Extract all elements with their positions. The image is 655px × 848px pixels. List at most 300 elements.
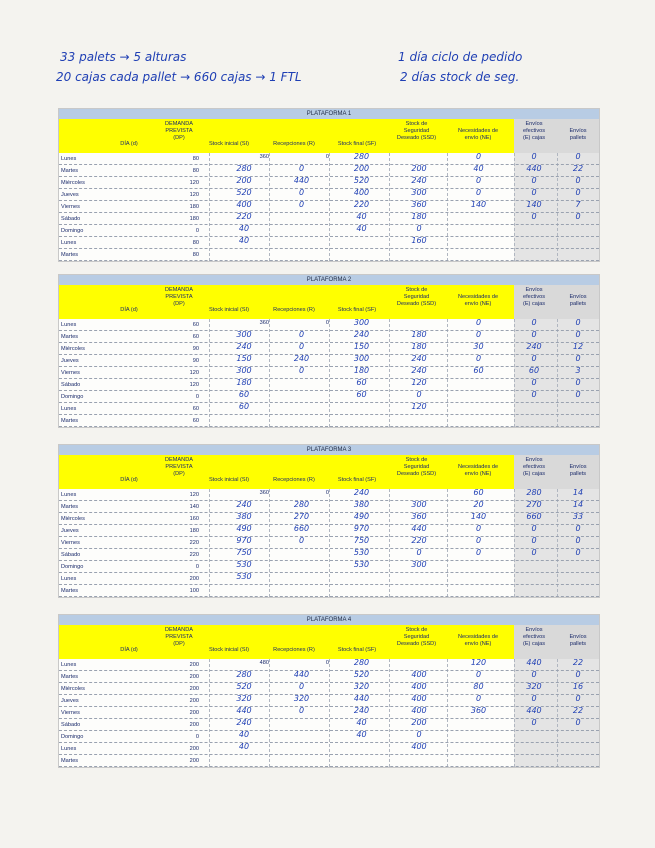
day-cell: Domingo	[61, 734, 84, 740]
handwritten-ssd-cell: 440	[411, 524, 427, 533]
handwritten-sf-cell: 530	[353, 548, 370, 557]
handwritten-sf-cell: 400	[353, 188, 370, 197]
handwritten-ep-cell: 22	[572, 658, 584, 667]
handwritten-r-cell: 0	[298, 200, 305, 209]
col-ee-header-1: Envíos	[525, 121, 543, 127]
handwritten-sf-cell: 750	[353, 536, 370, 545]
col-dia-header-1: DÍA (d)	[120, 647, 138, 653]
table-body	[59, 489, 599, 597]
col-ep-header-2: pallets	[569, 135, 587, 141]
handwritten-si-cell: 750	[236, 548, 252, 557]
platform-table-3	[58, 444, 600, 598]
handwritten-ee-cell: 320	[526, 682, 542, 691]
handwritten-si-cell: 240	[236, 500, 252, 509]
handwritten-ee-cell: 140	[526, 200, 542, 209]
handwritten-sf-cell: 490	[353, 512, 370, 521]
col-sf-header-1: Stock final (SF)	[337, 477, 377, 483]
platform-table-2	[58, 274, 600, 428]
col-ee-header-3: (E) cajas	[522, 135, 546, 141]
col-ssd-header-2: Seguridad	[403, 634, 430, 640]
handwritten-si-cell: 530	[236, 572, 252, 581]
demanda-cell: 220	[189, 552, 199, 558]
platform-title: PLATAFORMA 1	[59, 109, 599, 119]
handwritten-ee-cell: 0	[531, 536, 537, 545]
handwritten-ee-cell: 280	[526, 488, 542, 497]
day-cell: Martes	[61, 504, 79, 510]
col-ne-header-1: Necesidades de	[457, 128, 499, 134]
col-r-header-1: Recepciones (R)	[273, 307, 315, 313]
printed-recepciones: 0	[325, 490, 329, 496]
handwritten-sf-cell: 200	[353, 164, 370, 173]
handwritten-si-cell: 280	[236, 164, 252, 173]
col-dp-header-1: DEMANDA	[165, 121, 193, 127]
day-cell: Domingo	[61, 394, 84, 400]
handwritten-ep-cell: 0	[575, 670, 581, 679]
note-ciclo-pedido: 1 día ciclo de pedido	[398, 50, 523, 64]
handwritten-ne-cell: 0	[475, 354, 482, 363]
table-header	[59, 285, 599, 319]
handwritten-ee-cell: 0	[531, 318, 537, 327]
day-cell: Lunes	[61, 576, 77, 582]
day-cell: Martes	[61, 168, 79, 174]
col-ne-header-2: envío (NE)	[464, 641, 492, 647]
handwritten-ssd-cell: 160	[411, 236, 427, 245]
handwritten-ssd-cell: 300	[411, 188, 427, 197]
demanda-cell: 200	[189, 746, 199, 752]
handwritten-ee-cell: 0	[531, 152, 537, 161]
day-cell: Sábado	[61, 552, 81, 558]
handwritten-si-cell: 490	[236, 524, 252, 533]
col-ee-header-2: efectivos	[522, 464, 546, 470]
handwritten-r-cell: 0	[298, 330, 305, 339]
handwritten-ne-cell: 0	[475, 694, 482, 703]
demanda-cell: 60	[192, 334, 199, 340]
col-ssd-header-1: Stock de	[405, 287, 428, 293]
handwritten-si-cell: 60	[238, 402, 250, 411]
col-dp-header-3: (DP)	[173, 471, 185, 477]
day-cell: Viernes	[61, 710, 80, 716]
col-ep-header-2: pallets	[569, 641, 587, 647]
day-cell: Jueves	[61, 358, 79, 364]
handwritten-si-cell: 60	[238, 390, 250, 399]
handwritten-ep-cell: 0	[575, 176, 581, 185]
col-ee-header-1: Envíos	[525, 457, 543, 463]
handwritten-si-cell: 150	[236, 354, 252, 363]
handwritten-sf-cell: 40	[356, 730, 367, 739]
col-dp-header-1: DEMANDA	[165, 627, 193, 633]
handwritten-si-cell: 240	[236, 718, 252, 727]
handwritten-ne-cell: 0	[475, 536, 482, 545]
col-ee-header-3: (E) cajas	[522, 301, 546, 307]
demanda-cell: 120	[189, 192, 199, 198]
handwritten-ee-cell: 240	[526, 342, 542, 351]
col-ee-header-1: Envíos	[525, 627, 543, 633]
handwritten-sf-cell: 40	[356, 718, 367, 727]
printed-stock-inicial: 360	[259, 154, 269, 160]
handwritten-ne-cell: 0	[475, 670, 482, 679]
col-ee-header-2: efectivos	[522, 294, 546, 300]
col-ssd-header-3: Deseado (SSD)	[396, 641, 437, 647]
handwritten-si-cell: 180	[236, 378, 252, 387]
col-dp-header-2: PREVISTA	[165, 128, 193, 134]
demanda-cell: 140	[189, 504, 199, 510]
handwritten-sf-cell: 380	[353, 500, 370, 509]
demanda-cell: 0	[195, 734, 199, 740]
handwritten-ep-cell: 3	[575, 366, 581, 375]
platform-table-4	[58, 614, 600, 768]
day-cell: Miércoles	[61, 686, 85, 692]
handwritten-ep-cell: 0	[575, 152, 581, 161]
handwritten-ne-cell: 40	[473, 164, 484, 173]
col-ssd-header-1: Stock de	[405, 627, 428, 633]
col-dp-header-2: PREVISTA	[165, 464, 193, 470]
handwritten-r-cell: 0	[298, 366, 305, 375]
handwritten-ssd-cell: 220	[411, 536, 427, 545]
handwritten-r-cell: 280	[293, 500, 310, 509]
handwritten-r-cell: 0	[298, 706, 305, 715]
handwritten-sf-cell: 280	[353, 658, 370, 667]
handwritten-sf-cell: 180	[353, 366, 370, 375]
handwritten-sf-cell: 520	[353, 670, 370, 679]
col-ee-header-1: Envíos	[525, 287, 543, 293]
day-cell: Lunes	[61, 156, 77, 162]
table-body	[59, 319, 599, 427]
col-dp-header-3: (DP)	[173, 301, 185, 307]
col-dp-header-3: (DP)	[173, 641, 185, 647]
demanda-cell: 60	[192, 406, 199, 412]
handwritten-ep-cell: 7	[575, 200, 581, 209]
handwritten-sf-cell: 150	[353, 342, 370, 351]
day-cell: Lunes	[61, 492, 77, 498]
handwritten-ssd-cell: 400	[411, 706, 427, 715]
col-ssd-header-1: Stock de	[405, 121, 428, 127]
day-cell: Domingo	[61, 564, 84, 570]
handwritten-ee-cell: 0	[531, 354, 537, 363]
handwritten-ssd-cell: 400	[411, 742, 427, 751]
handwritten-ne-cell: 0	[475, 330, 482, 339]
handwritten-ep-cell: 0	[575, 330, 581, 339]
handwritten-ssd-cell: 180	[411, 212, 427, 221]
note-cajas-ftl: 20 cajas cada pallet → 660 cajas → 1 FTL	[56, 70, 302, 84]
demanda-cell: 120	[189, 180, 199, 186]
handwritten-ne-cell: 120	[470, 658, 487, 667]
table-row	[59, 391, 599, 403]
demanda-cell: 200	[189, 758, 199, 764]
handwritten-ee-cell: 0	[531, 176, 537, 185]
handwritten-sf-cell: 440	[353, 694, 370, 703]
handwritten-ee-cell: 60	[528, 366, 540, 375]
day-cell: Martes	[61, 252, 79, 258]
day-cell: Martes	[61, 588, 79, 594]
handwritten-sf-cell: 60	[356, 378, 367, 387]
table-body	[59, 153, 599, 261]
handwritten-sf-cell: 280	[353, 152, 370, 161]
demanda-cell: 0	[195, 394, 199, 400]
demanda-cell: 90	[192, 346, 199, 352]
day-cell: Lunes	[61, 406, 77, 412]
day-cell: Jueves	[61, 528, 79, 534]
handwritten-si-cell: 300	[236, 366, 252, 375]
col-dia-header-1: DÍA (d)	[120, 477, 138, 483]
handwritten-ssd-cell: 180	[411, 330, 427, 339]
handwritten-ee-cell: 0	[531, 670, 537, 679]
col-ssd-header-1: Stock de	[405, 457, 428, 463]
demanda-cell: 60	[192, 418, 199, 424]
table-row	[59, 755, 599, 767]
col-ssd-header-2: Seguridad	[403, 464, 430, 470]
col-dia-header-1: DÍA (d)	[120, 141, 138, 147]
handwritten-ee-cell: 0	[531, 390, 537, 399]
handwritten-ssd-cell: 300	[411, 560, 427, 569]
handwritten-sf-cell: 40	[356, 224, 367, 233]
col-r-header-1: Recepciones (R)	[273, 477, 315, 483]
col-ep-header-1: Envíos	[569, 128, 587, 134]
table-header	[59, 119, 599, 153]
handwritten-r-cell: 240	[293, 354, 310, 363]
table-row	[59, 213, 599, 225]
printed-recepciones: 0	[325, 660, 329, 666]
demanda-cell: 120	[189, 492, 199, 498]
handwritten-r-cell: 0	[298, 536, 305, 545]
handwritten-ep-cell: 0	[575, 718, 581, 727]
col-ee-header-3: (E) cajas	[522, 641, 546, 647]
table-row	[59, 549, 599, 561]
handwritten-sf-cell: 970	[353, 524, 370, 533]
day-cell: Miércoles	[61, 346, 85, 352]
demanda-cell: 80	[192, 240, 199, 246]
demanda-cell: 80	[192, 156, 199, 162]
table-row	[59, 225, 599, 237]
handwritten-ne-cell: 0	[475, 524, 482, 533]
col-ee-header-2: efectivos	[522, 634, 546, 640]
handwritten-ee-cell: 270	[526, 500, 542, 509]
handwritten-ssd-cell: 0	[416, 730, 422, 739]
col-dp-header-2: PREVISTA	[165, 634, 193, 640]
handwritten-si-cell: 40	[238, 236, 250, 245]
demanda-cell: 180	[189, 216, 199, 222]
handwritten-ssd-cell: 200	[411, 164, 427, 173]
col-ssd-header-3: Deseado (SSD)	[396, 301, 437, 307]
demanda-cell: 80	[192, 168, 199, 174]
handwritten-ee-cell: 0	[531, 188, 537, 197]
handwritten-ne-cell: 360	[470, 706, 487, 715]
handwritten-ssd-cell: 0	[416, 548, 422, 557]
handwritten-sf-cell: 240	[353, 706, 370, 715]
handwritten-ne-cell: 0	[475, 152, 482, 161]
handwritten-ssd-cell: 180	[411, 342, 427, 351]
handwritten-ep-cell: 0	[575, 390, 581, 399]
table-row	[59, 731, 599, 743]
col-dp-header-1: DEMANDA	[165, 457, 193, 463]
printed-stock-inicial: 360	[259, 320, 269, 326]
handwritten-ep-cell: 22	[572, 164, 584, 173]
table-row	[59, 237, 599, 249]
handwritten-ep-cell: 16	[572, 682, 584, 691]
handwritten-ne-cell: 30	[473, 342, 484, 351]
col-ee-header-2: efectivos	[522, 128, 546, 134]
col-si-header-1: Stock inicial (SI)	[208, 647, 250, 653]
col-r-header-1: Recepciones (R)	[273, 647, 315, 653]
handwritten-ee-cell: 0	[531, 718, 537, 727]
handwritten-sf-cell: 60	[356, 390, 367, 399]
handwritten-ssd-cell: 200	[411, 718, 427, 727]
demanda-cell: 0	[195, 228, 199, 234]
demanda-cell: 180	[189, 204, 199, 210]
handwritten-ssd-cell: 240	[411, 176, 427, 185]
col-ep-header-2: pallets	[569, 301, 587, 307]
demanda-cell: 0	[195, 564, 199, 570]
demanda-cell: 200	[189, 576, 199, 582]
day-cell: Viernes	[61, 370, 80, 376]
handwritten-r-cell: 0	[298, 682, 305, 691]
demanda-cell: 220	[189, 540, 199, 546]
printed-recepciones: 0	[325, 320, 329, 326]
handwritten-si-cell: 530	[236, 560, 252, 569]
day-cell: Sábado	[61, 382, 81, 388]
handwritten-ep-cell: 0	[575, 212, 581, 221]
table-row	[59, 573, 599, 585]
handwritten-ne-cell: 20	[473, 500, 484, 509]
day-cell: Miércoles	[61, 180, 85, 186]
demanda-cell: 200	[189, 662, 199, 668]
handwritten-ee-cell: 440	[526, 164, 542, 173]
handwritten-ee-cell: 0	[531, 694, 537, 703]
col-sf-header-1: Stock final (SF)	[337, 647, 377, 653]
day-cell: Sábado	[61, 216, 81, 222]
platform-title: PLATAFORMA 4	[59, 615, 599, 625]
day-cell: Martes	[61, 334, 79, 340]
handwritten-si-cell: 400	[236, 200, 252, 209]
col-ee-header-3: (E) cajas	[522, 471, 546, 477]
demanda-cell: 60	[192, 322, 199, 328]
col-ep-header-1: Envíos	[569, 634, 587, 640]
table-row	[59, 585, 599, 597]
handwritten-ep-cell: 14	[572, 488, 584, 497]
table-header	[59, 625, 599, 659]
handwritten-si-cell: 40	[238, 224, 250, 233]
handwritten-si-cell: 320	[236, 694, 252, 703]
demanda-cell: 200	[189, 674, 199, 680]
handwritten-ne-cell: 0	[475, 318, 482, 327]
handwritten-ep-cell: 0	[575, 694, 581, 703]
platform-title: PLATAFORMA 3	[59, 445, 599, 455]
col-sf-header-1: Stock final (SF)	[337, 307, 377, 313]
handwritten-ne-cell: 0	[475, 176, 482, 185]
table-body	[59, 659, 599, 767]
handwritten-ne-cell: 60	[473, 488, 484, 497]
table-row	[59, 719, 599, 731]
handwritten-sf-cell: 240	[353, 488, 370, 497]
demanda-cell: 200	[189, 686, 199, 692]
handwritten-r-cell: 660	[293, 524, 310, 533]
handwritten-si-cell: 520	[236, 682, 252, 691]
demanda-cell: 120	[189, 370, 199, 376]
col-ep-header-2: pallets	[569, 471, 587, 477]
table-row	[59, 249, 599, 261]
handwritten-ne-cell: 0	[475, 548, 482, 557]
handwritten-ep-cell: 33	[572, 512, 584, 521]
handwritten-ssd-cell: 0	[416, 390, 422, 399]
handwritten-ep-cell: 14	[572, 500, 584, 509]
platform-title: PLATAFORMA 2	[59, 275, 599, 285]
handwritten-sf-cell: 320	[353, 682, 370, 691]
day-cell: Domingo	[61, 228, 84, 234]
demanda-cell: 80	[192, 252, 199, 258]
table-row	[59, 561, 599, 573]
col-ssd-header-3: Deseado (SSD)	[396, 471, 437, 477]
handwritten-ep-cell: 22	[572, 706, 584, 715]
note-stock-seguridad: 2 días stock de seg.	[400, 70, 520, 84]
handwritten-r-cell: 270	[293, 512, 310, 521]
day-cell: Lunes	[61, 746, 77, 752]
col-si-header-1: Stock inicial (SI)	[208, 477, 250, 483]
handwritten-ne-cell: 140	[470, 512, 487, 521]
handwritten-si-cell: 200	[236, 176, 252, 185]
col-ssd-header-2: Seguridad	[403, 128, 430, 134]
col-ssd-header-2: Seguridad	[403, 294, 430, 300]
handwritten-r-cell: 440	[293, 176, 310, 185]
handwritten-ne-cell: 140	[470, 200, 487, 209]
handwritten-si-cell: 280	[236, 670, 252, 679]
demanda-cell: 180	[189, 528, 199, 534]
demanda-cell: 100	[189, 588, 199, 594]
col-si-header-1: Stock inicial (SI)	[208, 141, 250, 147]
handwritten-ee-cell: 0	[531, 330, 537, 339]
handwritten-ep-cell: 0	[575, 548, 581, 557]
handwritten-ep-cell: 0	[575, 188, 581, 197]
handwritten-si-cell: 520	[236, 188, 252, 197]
handwritten-ep-cell: 0	[575, 536, 581, 545]
handwritten-ssd-cell: 400	[411, 682, 427, 691]
handwritten-si-cell: 440	[236, 706, 252, 715]
handwritten-r-cell: 0	[298, 188, 305, 197]
handwritten-si-cell: 970	[236, 536, 252, 545]
handwritten-ee-cell: 0	[531, 548, 537, 557]
handwritten-si-cell: 40	[238, 742, 250, 751]
table-row	[59, 403, 599, 415]
handwritten-si-cell: 300	[236, 330, 252, 339]
handwritten-ep-cell: 0	[575, 378, 581, 387]
handwritten-si-cell: 40	[238, 730, 250, 739]
col-ep-header-1: Envíos	[569, 464, 587, 470]
handwritten-r-cell: 0	[298, 342, 305, 351]
col-ne-header-2: envío (NE)	[464, 135, 492, 141]
col-dp-header-3: (DP)	[173, 135, 185, 141]
demanda-cell: 200	[189, 698, 199, 704]
demanda-cell: 160	[189, 516, 199, 522]
handwritten-ep-cell: 0	[575, 524, 581, 533]
handwritten-ssd-cell: 400	[411, 694, 427, 703]
handwritten-ssd-cell: 120	[411, 378, 427, 387]
printed-recepciones: 0	[325, 154, 329, 160]
demanda-cell: 120	[189, 382, 199, 388]
handwritten-sf-cell: 300	[353, 318, 370, 327]
handwritten-ssd-cell: 360	[411, 512, 427, 521]
col-dp-header-1: DEMANDA	[165, 287, 193, 293]
handwritten-ee-cell: 440	[526, 706, 542, 715]
note-pallets-alturas: 33 palets → 5 alturas	[60, 50, 187, 64]
handwritten-sf-cell: 520	[353, 176, 370, 185]
handwritten-ee-cell: 0	[531, 524, 537, 533]
day-cell: Lunes	[61, 662, 77, 668]
handwritten-ssd-cell: 240	[411, 366, 427, 375]
table-header	[59, 455, 599, 489]
col-ne-header-2: envío (NE)	[464, 471, 492, 477]
handwritten-ne-cell: 80	[473, 682, 484, 691]
col-ssd-header-3: Deseado (SSD)	[396, 135, 437, 141]
day-cell: Martes	[61, 674, 79, 680]
handwritten-ssd-cell: 120	[411, 402, 427, 411]
